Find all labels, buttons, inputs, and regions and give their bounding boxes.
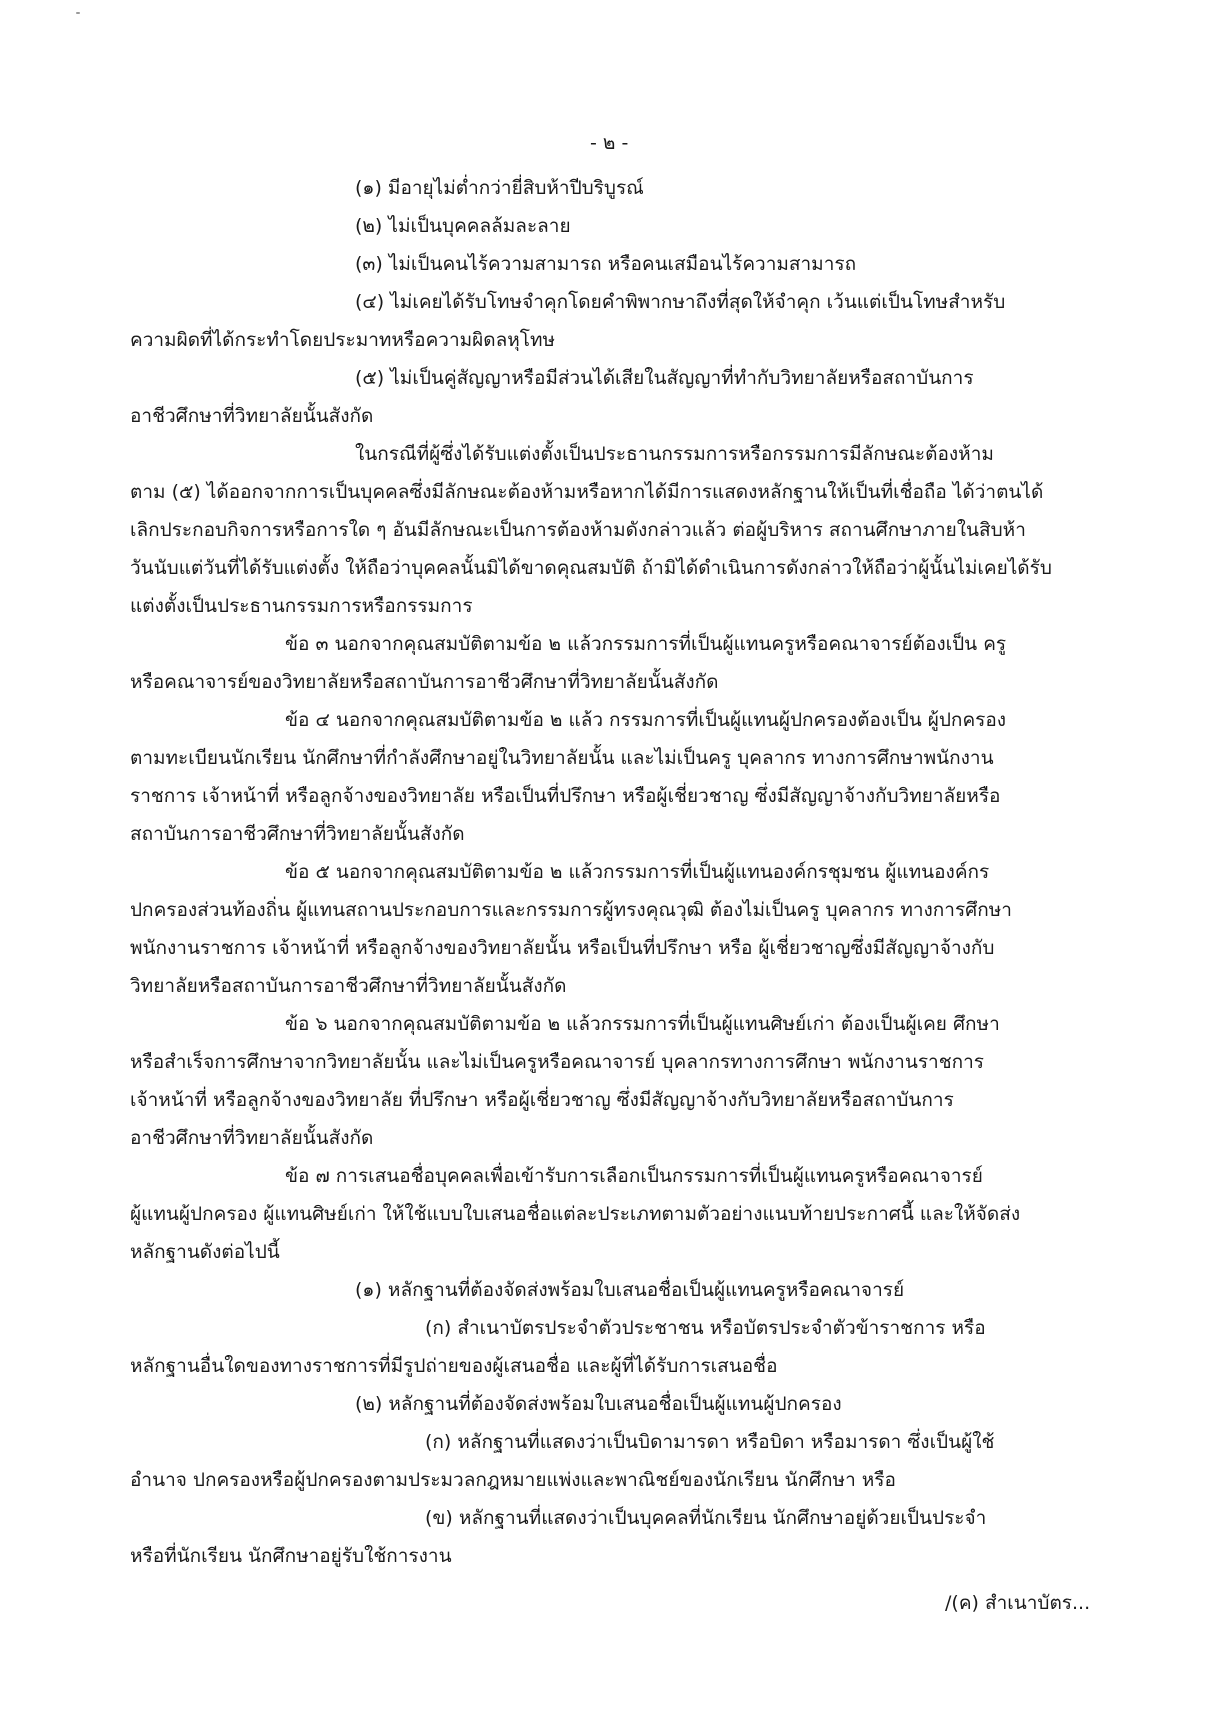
page-number: - ๒ - bbox=[590, 132, 629, 154]
text-line: อาชีวศึกษาที่วิทยาลัยนั้นสังกัด bbox=[130, 405, 374, 427]
text-line: เจ้าหน้าที่ หรือลูกจ้างของวิทยาลัย ที่ปรึกษา หรือผู้เชี่ยวชาญ ซึ่งมีสัญญาจ้างกับวิทยาลัยหรือสถาบันการ bbox=[130, 1089, 954, 1111]
text-line: อำนาจ ปกครองหรือผู้ปกครองตามประมวลกฎหมายแพ่งและพาณิชย์ของนักเรียน นักศึกษา หรือ bbox=[130, 1469, 896, 1491]
text-line: ในกรณีที่ผู้ซึ่งได้รับแต่งตั้งเป็นประธานกรรมการหรือกรรมการมีลักษณะต้องห้าม bbox=[355, 443, 994, 465]
text-line: สถาบันการอาชีวศึกษาที่วิทยาลัยนั้นสังกัด bbox=[130, 823, 465, 845]
text-line: ข้อ ๖ นอกจากคุณสมบัติตามข้อ ๒ แล้วกรรมการที่เป็นผู้แทนศิษย์เก่า ต้องเป็นผู้เคย ศึกษา bbox=[285, 1013, 1000, 1035]
text-line: (๑) หลักฐานที่ต้องจัดส่งพร้อมใบเสนอชื่อเป็นผู้แทนครูหรือคณาจารย์ bbox=[355, 1279, 905, 1301]
text-line: ข้อ ๓ นอกจากคุณสมบัติตามข้อ ๒ แล้วกรรมการที่เป็นผู้แทนครูหรือคณาจารย์ต้องเป็น ครู bbox=[285, 633, 1007, 655]
scan-speck bbox=[76, 12, 80, 14]
text-line: ผู้แทนผู้ปกครอง ผู้แทนศิษย์เก่า ให้ใช้แบบใบเสนอชื่อแต่ละประเภทตามตัวอย่างแนบท้ายประกาศนี้ และให้จัดส่ง bbox=[130, 1203, 1021, 1225]
text-line: แต่งตั้งเป็นประธานกรรมการหรือกรรมการ bbox=[130, 595, 473, 617]
text-line: (ข) หลักฐานที่แสดงว่าเป็นบุคคลที่นักเรียน นักศึกษาอยู่ด้วยเป็นประจำ bbox=[425, 1507, 987, 1529]
text-line: ราชการ เจ้าหน้าที่ หรือลูกจ้างของวิทยาลัย หรือเป็นที่ปรึกษา หรือผู้เชี่ยวชาญ ซึ่งมีสัญญาจ้างกับวิทยาลัยหรือ bbox=[130, 785, 1001, 807]
text-line: หลักฐานอื่นใดของทางราชการที่มีรูปถ่ายของผู้เสนอชื่อ และผู้ที่ได้รับการเสนอชื่อ bbox=[130, 1355, 778, 1377]
text-line: ปกครองส่วนท้องถิ่น ผู้แทนสถานประกอบการและกรรมการผู้ทรงคุณวุฒิ ต้องไม่เป็นครู บุคลากร ทางการศึกษา bbox=[130, 899, 1012, 921]
text-line: หรือที่นักเรียน นักศึกษาอยู่รับใช้การงาน bbox=[130, 1545, 452, 1567]
text-line: (ก) หลักฐานที่แสดงว่าเป็นบิดามารดา หรือบิดา หรือมารดา ซึ่งเป็นผู้ใช้ bbox=[425, 1431, 995, 1453]
text-line: ตาม (๕) ได้ออกจากการเป็นบุคคลซึ่งมีลักษณะต้องห้ามหรือหากได้มีการแสดงหลักฐานให้เป็นที่เชื่อถือ ได้ว่าตนได้ bbox=[130, 481, 1044, 503]
text-line: วันนับแต่วันที่ได้รับแต่งตั้ง ให้ถือว่าบุคคลนั้นมิได้ขาดคุณสมบัติ ถ้ามิได้ดำเนินการดังกล่าวให้ถือว่าผู้นั้นไม่เคยได้รับ bbox=[130, 557, 1052, 579]
text-line: ตามทะเบียนนักเรียน นักศึกษาที่กำลังศึกษาอยู่ในวิทยาลัยนั้น และไม่เป็นครู บุคลากร ทางการศึกษาพนักงาน bbox=[130, 747, 994, 769]
text-line: ข้อ ๗ การเสนอชื่อบุคคลเพื่อเข้ารับการเลือกเป็นกรรมการที่เป็นผู้แทนครูหรือคณาจารย์ bbox=[285, 1165, 983, 1187]
text-line: ข้อ ๔ นอกจากคุณสมบัติตามข้อ ๒ แล้ว กรรมการที่เป็นผู้แทนผู้ปกครองต้องเป็น ผู้ปกครอง bbox=[285, 709, 1007, 731]
text-line: ความผิดที่ได้กระทำโดยประมาทหรือความผิดลหุโทษ bbox=[130, 329, 556, 351]
text-line: หรือสำเร็จการศึกษาจากวิทยาลัยนั้น และไม่เป็นครูหรือคณาจารย์ บุคลากรทางการศึกษา พนักงานราชการ bbox=[130, 1051, 984, 1073]
text-line: หรือคณาจารย์ของวิทยาลัยหรือสถาบันการอาชีวศึกษาที่วิทยาลัยนั้นสังกัด bbox=[130, 671, 719, 693]
text-line: เลิกประกอบกิจการหรือการใด ๆ อันมีลักษณะเป็นการต้องห้ามดังกล่าวแล้ว ต่อผู้บริหาร สถานศึกษาภายในสิบห้า bbox=[130, 519, 1026, 541]
text-line: (๒) หลักฐานที่ต้องจัดส่งพร้อมใบเสนอชื่อเป็นผู้แทนผู้ปกครอง bbox=[355, 1393, 842, 1415]
text-line: อาชีวศึกษาที่วิทยาลัยนั้นสังกัด bbox=[130, 1127, 374, 1149]
text-line: ข้อ ๕ นอกจากคุณสมบัติตามข้อ ๒ แล้วกรรมการที่เป็นผู้แทนองค์กรชุมชน ผู้แทนองค์กร bbox=[285, 861, 990, 883]
text-line: วิทยาลัยหรือสถาบันการอาชีวศึกษาที่วิทยาลัยนั้นสังกัด bbox=[130, 975, 567, 997]
continuation-marker: /(ค) สำเนาบัตร... bbox=[945, 1592, 1091, 1614]
text-line: พนักงานราชการ เจ้าหน้าที่ หรือลูกจ้างของวิทยาลัยนั้น หรือเป็นที่ปรึกษา หรือ ผู้เชี่ยวชาญซึ่งมีสัญญาจ้างกับ bbox=[130, 937, 995, 959]
text-line: (๕) ไม่เป็นคู่สัญญาหรือมีส่วนได้เสียในสัญญาที่ทำกับวิทยาลัยหรือสถาบันการ bbox=[355, 367, 974, 389]
text-line: (๔) ไม่เคยได้รับโทษจำคุกโดยคำพิพากษาถึงที่สุดให้จำคุก เว้นแต่เป็นโทษสำหรับ bbox=[355, 291, 1006, 313]
text-line: (๒) ไม่เป็นบุคคลล้มละลาย bbox=[355, 215, 571, 237]
text-line: หลักฐานดังต่อไปนี้ bbox=[130, 1241, 280, 1263]
text-line: (๓) ไม่เป็นคนไร้ความสามารถ หรือคนเสมือนไร้ความสามารถ bbox=[355, 253, 857, 275]
text-line: (ก) สำเนาบัตรประจำตัวประชาชน หรือบัตรประจำตัวข้าราชการ หรือ bbox=[425, 1317, 986, 1339]
text-line: (๑) มีอายุไม่ต่ำกว่ายี่สิบห้าปีบริบูรณ์ bbox=[355, 177, 644, 199]
